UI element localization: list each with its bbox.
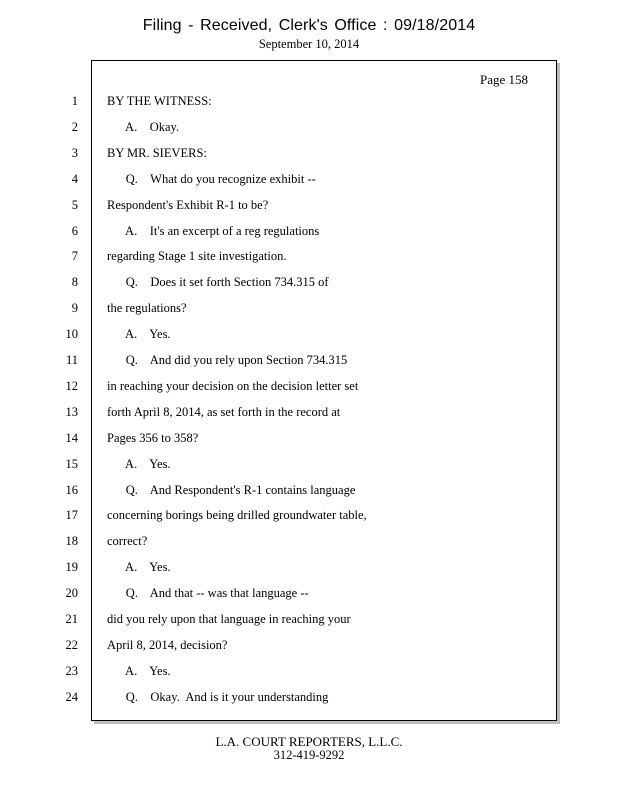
transcript-line: A. It's an excerpt of a reg regulations [107,224,320,238]
transcript-line: Respondent's Exhibit R-1 to be? [107,198,269,212]
filing-stamp: Filing - Received, Clerk's Office : 09/18/2014 [142,17,476,34]
transcript-line: A. Yes. [107,560,171,574]
line-number: 16 [65,483,78,497]
line-number: 19 [65,560,78,574]
transcript-line: in reaching your decision on the decision letter set [107,379,359,393]
line-number: 18 [65,534,78,548]
page-number: Page 158 [480,72,529,87]
transcript-line: Q. Okay. And is it your understanding [107,690,329,704]
transcript-line: regarding Stage 1 site investigation. [107,249,287,263]
transcript-line: April 8, 2014, decision? [107,638,228,652]
line-number: 3 [71,146,78,160]
transcript-line: BY THE WITNESS: [107,94,212,108]
transcript-date: September 10, 2014 [258,37,360,51]
line-number: 21 [65,612,78,626]
transcript-line: Q. And that -- was that language -- [107,586,309,600]
line-number: 7 [71,249,78,263]
line-number: 24 [65,690,78,704]
line-number: 15 [65,457,78,471]
line-number: 10 [65,327,78,341]
line-number: 12 [65,379,78,393]
line-number: 9 [71,301,78,315]
transcript-line: A. Okay. [107,120,180,134]
line-number: 14 [65,431,78,445]
line-number: 5 [71,198,78,212]
line-number: 2 [71,120,78,134]
line-number: 1 [71,94,78,108]
line-number: 23 [65,664,78,678]
line-number: 13 [65,405,78,419]
court-reporter-phone: 312-419-9292 [273,748,345,762]
line-number: 22 [65,638,78,652]
transcript-line: forth April 8, 2014, as set forth in the record at [107,405,341,419]
line-number: 11 [65,353,78,367]
transcript-line: Q. Does it set forth Section 734.315 of [107,275,329,289]
transcript-line: A. Yes. [107,327,171,341]
transcript-line: the regulations? [107,301,187,315]
transcript-line: A. Yes. [107,457,171,471]
transcript-line: did you rely upon that language in reaching your [107,612,351,626]
transcript-line: Q. What do you recognize exhibit -- [107,172,316,186]
line-number: 6 [71,224,78,238]
transcript-line: Q. And Respondent's R-1 contains language [107,483,356,497]
transcript-line: correct? [107,534,148,548]
line-number: 20 [65,586,78,600]
transcript-line: BY MR. SIEVERS: [107,146,207,160]
line-number: 4 [71,172,78,186]
transcript-line: concerning borings being drilled groundwater table, [107,508,367,522]
court-reporter-name: L.A. COURT REPORTERS, L.L.C. [215,734,403,749]
transcript-line: A. Yes. [107,664,171,678]
transcript-line: Pages 356 to 358? [107,431,199,445]
line-number: 8 [71,275,78,289]
transcript-line: Q. And did you rely upon Section 734.315 [107,353,348,367]
line-number: 17 [65,508,78,522]
